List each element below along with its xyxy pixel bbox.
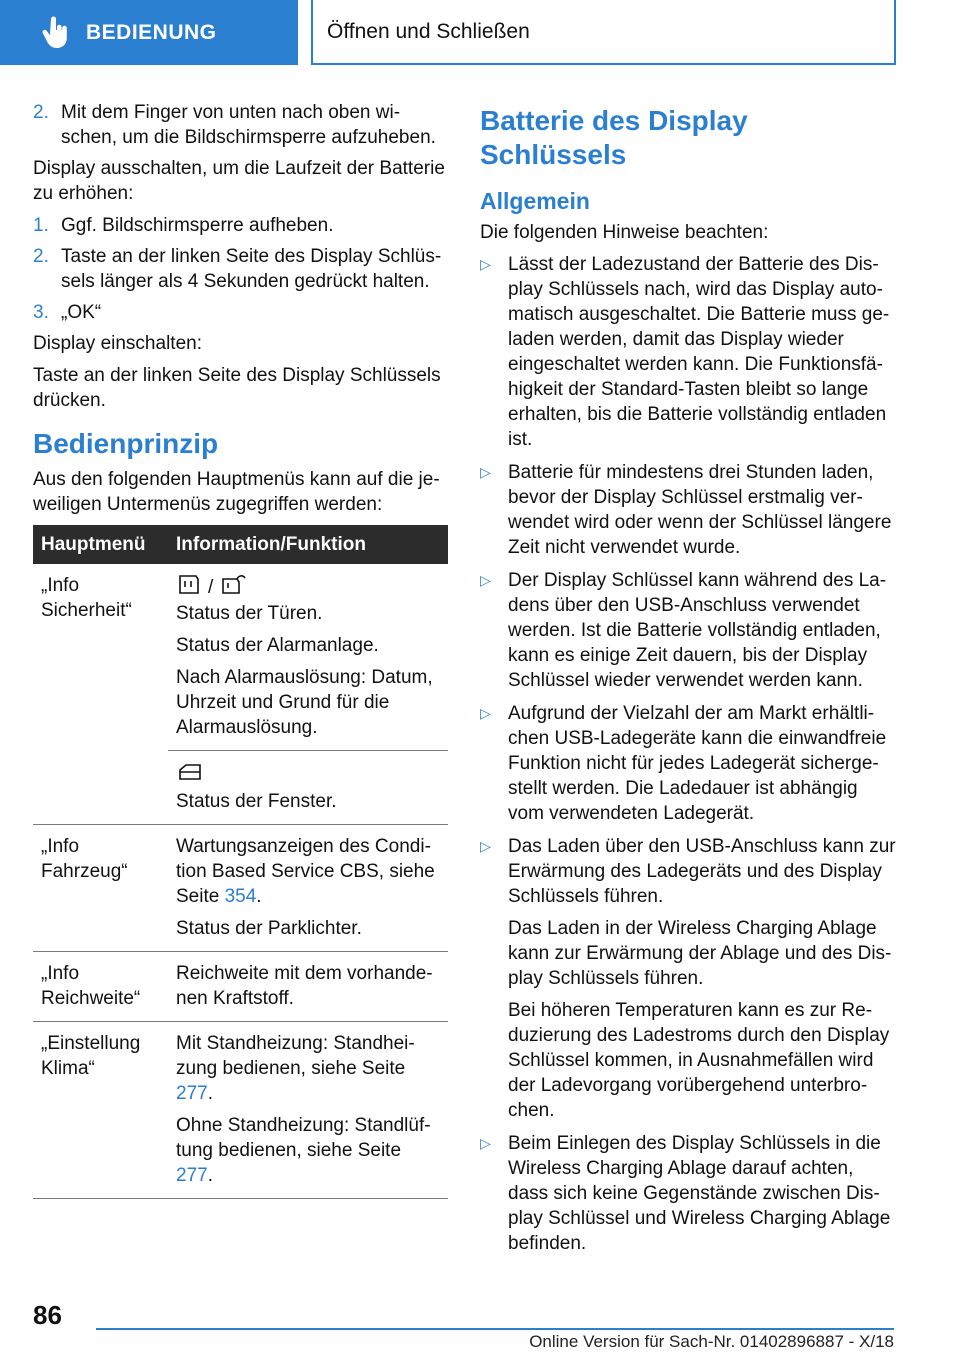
page-number: 86	[33, 1300, 62, 1330]
text: Beim Einlegen des Display Schlüssels in die Wireless Charging Ablage darauf achten, dass sich keine Gegenstände zwischen Display Schlüssel und Wireless Charging Ablage befinden.	[508, 1133, 891, 1254]
triangle-bullet-icon: ▷	[480, 1135, 491, 1151]
triangle-bullet-icon: ▷	[480, 464, 491, 480]
function-line	[176, 1031, 440, 1106]
table-row	[33, 1022, 448, 1199]
footer-online-version: Online Version für Sach-Nr. 01402896887 - X/18	[529, 1332, 894, 1351]
heading-bedienprinzip: Bedienprinzip	[33, 428, 219, 459]
text: Lässt der Ladezustand der Batterie des Display Schlüssels nach, wird das Display automatisch ausgeschaltet. Die Batterie muss geladen werden, damit das Display wieder eingeschaltet werden kann. Die Funktionsfähigkeit der Standard-Tasten bleibt so lange erhalten, bis die Batterie vollständig entladen ist.	[508, 254, 890, 450]
table-row	[33, 952, 448, 1022]
list-item	[480, 834, 898, 1123]
list-item-text	[508, 568, 898, 693]
menu-cell: „Info Fahrzeug“	[41, 836, 128, 882]
step-number: 1.	[33, 215, 49, 236]
list-item-text	[508, 252, 898, 452]
step-item	[33, 244, 448, 294]
column-header: Information/Funktion	[176, 534, 366, 555]
list-item	[480, 252, 898, 452]
section-intro: Aus den folgenden Hauptmenüs kann auf die jeweiligen Untermenüs zugegriffen werden:	[33, 469, 440, 515]
list-item-text	[508, 1131, 898, 1256]
menu-cell: „Info Reichweite“	[41, 963, 141, 1009]
function-line: Status der Parklichter.	[176, 918, 362, 939]
text: Batterie für mindestens drei Stunden laden, bevor der Display Schlüssel erstmalig verwendet wird oder wenn der Schlüssel längere Zeit nicht verwendet wurde.	[508, 462, 892, 558]
list-item	[480, 1131, 898, 1256]
footer-divider	[96, 1328, 894, 1330]
function-cell	[168, 952, 448, 1021]
hand-pointer-icon	[32, 13, 80, 53]
step-item	[33, 213, 448, 238]
text: .	[207, 1083, 213, 1104]
text: Bei höheren Temperaturen kann es zur Reduzierung des Ladestroms durch den Display Schlüssel kommen, in Ausnahmefällen wird der Ladevorgang vorübergehend unterbrochen.	[508, 1000, 890, 1121]
step-number: 2.	[33, 102, 49, 123]
section-header	[311, 0, 896, 65]
text: Wartungsanzeigen des Condition Based Service CBS, siehe Seite	[176, 836, 435, 907]
step-text: „OK“	[61, 302, 102, 323]
text: Das Laden über den USB-Anschluss kann zur Erwärmung des Ladegeräts und des Display Schlüssels führen.	[508, 836, 896, 907]
function-line	[176, 1113, 440, 1188]
step-item	[33, 300, 448, 325]
chapter-label: BEDIENUNG	[86, 20, 217, 44]
icon-separator: /	[208, 576, 214, 598]
chapter-tab[interactable]	[0, 0, 298, 65]
text: Das Laden in der Wireless Charging Ablage kann zur Erwärmung der Ablage und des Display Schlüssels führen.	[508, 918, 892, 989]
menu-cell: „Info Sicherheit“	[41, 575, 132, 621]
step-text: Ggf. Bildschirmsperre aufheben.	[61, 215, 334, 236]
text: .	[256, 886, 262, 907]
table-header	[33, 525, 448, 564]
triangle-bullet-icon: ▷	[480, 838, 491, 854]
right-column	[480, 100, 898, 1264]
function-cell	[168, 825, 448, 951]
list-item-text	[508, 701, 898, 826]
list-item	[480, 568, 898, 693]
function-subrow	[168, 750, 448, 814]
function-line: Status der Türen.	[176, 603, 323, 624]
page-link[interactable]: 354	[224, 886, 257, 907]
page-link[interactable]: 277	[176, 1165, 208, 1186]
function-line: Reichweite mit dem vorhandenen Kraftstoff.	[176, 963, 433, 1009]
text: Der Display Schlüssel kann während des Ladens über den USB-Anschluss verwendet werden. Ist die Batterie vollständig entladen, kann es einige Zeit dauern, bis der Display Schlüssel wieder verwendet werden kann.	[508, 570, 887, 691]
menu-table	[33, 525, 448, 1199]
door-open-icon	[219, 573, 247, 602]
list-item-text	[508, 460, 898, 560]
door-closed-icon	[176, 573, 202, 602]
table-row	[33, 825, 448, 952]
text: Aufgrund der Vielzahl der am Markt erhältlichen USB-Ladegeräte kann die einwandfreie Funktion nicht für jedes Ladegerät sichergestellt werden. Die Ladedauer ist abhängig vom verwendeten Ladegerät.	[508, 703, 887, 824]
icon-line	[176, 761, 440, 789]
list-item-text	[508, 834, 898, 1123]
paragraph-display-off: Display ausschalten, um die Laufzeit der Batterie zu erhöhen:	[33, 158, 445, 204]
function-line	[176, 834, 440, 909]
step-number: 3.	[33, 302, 49, 323]
heading-battery: Batterie des Display Schlüssels	[480, 105, 748, 170]
list-item	[480, 701, 898, 826]
table-row	[33, 564, 448, 825]
text: Ohne Standheizung: Standlüftung bedienen, siehe Seite	[176, 1115, 431, 1161]
function-line: Status der Alarmanlage.	[176, 635, 379, 656]
step-text: Taste an der linken Seite des Display Schlüssels länger als 4 Sekunden gedrückt halten.	[61, 246, 442, 292]
triangle-bullet-icon: ▷	[480, 256, 491, 272]
triangle-bullet-icon: ▷	[480, 705, 491, 721]
triangle-bullet-icon: ▷	[480, 572, 491, 588]
paragraph-display-on-text: Taste an der linken Seite des Display Schlüssels drücken.	[33, 365, 441, 411]
step-item	[33, 100, 448, 150]
icon-line	[176, 573, 440, 601]
column-header: Hauptmenü	[41, 534, 146, 555]
intro-text: Die folgenden Hinweise beachten:	[480, 222, 769, 243]
page-link[interactable]: 277	[176, 1083, 208, 1104]
car-window-icon	[176, 761, 204, 790]
menu-cell: „Einstellung Klima“	[41, 1033, 141, 1079]
function-cell	[168, 564, 448, 824]
step-text: Mit dem Finger von unten nach oben wischen, um die Bildschirmsperre aufzuheben.	[61, 102, 436, 148]
step-number: 2.	[33, 246, 49, 267]
left-column	[33, 100, 448, 1199]
text: .	[207, 1165, 213, 1186]
section-title: Öffnen und Schließen	[327, 19, 530, 43]
paragraph-display-on: Display einschalten:	[33, 333, 202, 354]
function-line: Nach Alarmauslösung: Datum, Uhrzeit und Grund für die Alarmauslösung.	[176, 667, 433, 738]
list-item	[480, 460, 898, 560]
function-line: Status der Fenster.	[176, 791, 337, 812]
subheading-general: Allgemein	[480, 188, 590, 214]
function-cell	[168, 1022, 448, 1198]
text: Mit Standheizung: Standheizung bedienen, siehe Seite	[176, 1033, 415, 1079]
